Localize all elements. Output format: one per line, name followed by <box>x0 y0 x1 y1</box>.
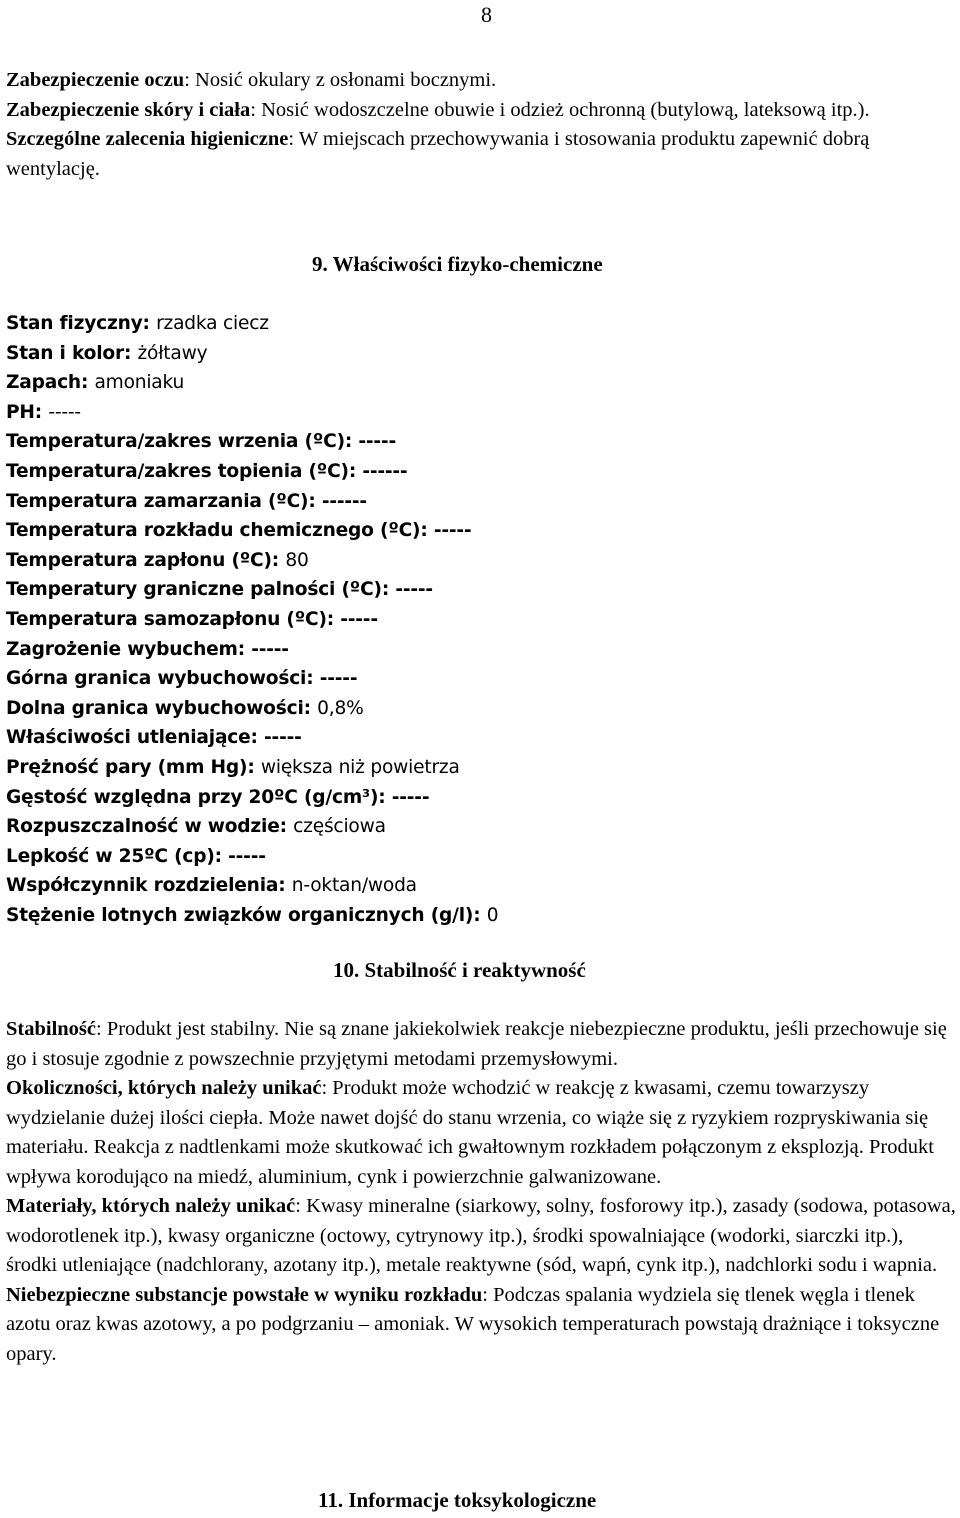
property-row <box>6 842 956 872</box>
materials-paragraph <box>6 1192 956 1281</box>
property-label: Zagrożenie wybuchem: ----- <box>6 638 289 660</box>
conditions-label: Okoliczności, których należy unikać <box>6 1077 322 1099</box>
property-row <box>6 368 956 398</box>
materials-text: : Kwasy mineralne (siarkowy, solny, fosforowy itp.), zasady (sodowa, potasowa, wodorotlenek itp.), kwasy organiczne (octowy, cytrynowy itp.), środki spowalniające (wodorki, siarczki itp.), środki utleniające (nadchlorany, azotany itp.), metale reaktywne (sód, wapń, cynk itp.), nadchlorki sodu i wapnia. <box>6 1195 956 1276</box>
property-label: Stan fizyczny <box>6 313 143 334</box>
property-label: Właściwości utleniające: ----- <box>6 727 302 749</box>
section-11-heading: 11. Informacje toksykologiczne <box>318 1488 597 1512</box>
property-row <box>6 546 956 576</box>
property-value: 0 <box>486 904 499 926</box>
property-row <box>6 516 956 546</box>
property-row <box>6 783 956 813</box>
property-label: Stan i kolor <box>6 342 124 364</box>
property-row <box>6 901 956 931</box>
property-label: Temperatura/zakres topienia (ºC): ------ <box>6 460 408 482</box>
conditions-paragraph <box>6 1074 956 1192</box>
conditions-text: : Produkt może wchodzić w reakcję z kwasami, czemu towarzyszy wydzielanie dużej ilości ciepła. Może nawet dojść do stanu wrzenia, co wiąże się z ryzykiem rozpryskiwania się materiału. Reakcja z nadtlenkami może skutkować ich gwałtownym rozkładem połączonym z eksplozją. Produkt wpływa korodująco na miedź, aluminium, cynk i powierzchnie galwanizowane. <box>6 1077 934 1188</box>
page-number: 8 <box>481 2 492 27</box>
protection-eyes <box>6 66 956 96</box>
property-row <box>6 487 956 517</box>
property-value: żółtawy <box>137 342 208 364</box>
protection-skin <box>6 96 956 126</box>
stability-block <box>6 1015 956 1369</box>
property-label: Zapach <box>6 372 81 394</box>
property-value: amoniaku <box>94 372 185 394</box>
property-label: Lepkość w 25ºC (cp): ----- <box>6 845 266 867</box>
property-row <box>6 457 956 487</box>
property-label: Prężność pary (mm Hg): <box>6 756 255 778</box>
property-row <box>6 339 956 369</box>
property-row <box>6 427 956 457</box>
property-value: 0,8% <box>317 697 364 719</box>
property-row <box>6 753 956 783</box>
property-label: PH <box>6 401 35 423</box>
property-separator: : <box>34 401 49 423</box>
property-label: Stężenie lotnych związków organicznych (g/l): <box>6 904 481 926</box>
property-value: n-oktan/woda <box>291 875 417 897</box>
property-separator: : <box>123 342 138 364</box>
decomposition-text: : Podczas spalania wydziela się tlenek węgla i tlenek azotu oraz kwas azotowy, a po podgrzaniu – amoniak. W wysokich temperaturach powstają drażniące i toksyczne opary. <box>6 1283 940 1365</box>
property-value: 80 <box>285 549 309 571</box>
property-separator: : <box>142 313 157 334</box>
property-row <box>6 664 956 694</box>
stability-label: Stabilność <box>6 1018 96 1040</box>
property-separator: : <box>80 372 95 394</box>
decomposition-label: Niebezpieczne substancje powstałe w wyniku rozkładu <box>6 1283 483 1306</box>
protection-eyes-text: : Nosić okulary z osłonami bocznymi. <box>184 69 497 91</box>
property-value: częściowa <box>293 816 386 838</box>
protection-eyes-label: Zabezpieczenie oczu <box>6 69 185 91</box>
property-row <box>6 309 956 339</box>
protection-hygiene-label: Szczególne zalecenia higieniczne <box>6 128 289 150</box>
protection-block <box>6 66 956 184</box>
property-label: Gęstość względna przy 20ºC (g/cm³): ----- <box>6 786 430 808</box>
property-label: Temperatura zamarzania (ºC): ------ <box>6 490 367 512</box>
property-value: większa niż powietrza <box>260 756 460 778</box>
property-row <box>6 871 956 901</box>
property-label: Rozpuszczalność w wodzie: <box>6 816 287 838</box>
property-row <box>6 605 956 635</box>
property-row <box>6 398 956 428</box>
property-row <box>6 694 956 724</box>
protection-hygiene-text: : W miejscach przechowywania i stosowania produktu zapewnić dobrą wentylację. <box>6 128 870 180</box>
decomposition-paragraph <box>6 1281 956 1370</box>
property-label: Temperatura/zakres wrzenia (ºC): ----- <box>6 431 396 453</box>
protection-skin-text: : Nosić wodoszczelne obuwie i odzież ochronną (butylową, lateksową itp.). <box>250 98 870 121</box>
protection-hygiene <box>6 125 956 184</box>
property-label: Współczynnik rozdzielenia: <box>6 875 286 897</box>
property-label: Temperatura rozkładu chemicznego (ºC): ----- <box>6 520 472 542</box>
property-value: ----- <box>48 401 81 423</box>
property-value: rzadka ciecz <box>156 313 269 334</box>
property-label: Temperatury graniczne palności (ºC): ----- <box>6 579 433 601</box>
property-row <box>6 635 956 665</box>
property-label: Temperatura samozapłonu (ºC): ----- <box>6 608 378 630</box>
property-row <box>6 723 956 753</box>
section-9-heading: 9. Właściwości fizyko-chemiczne <box>312 252 603 276</box>
property-row <box>6 812 956 842</box>
stability-paragraph <box>6 1015 956 1074</box>
properties-list <box>6 309 956 930</box>
property-label: Górna granica wybuchowości: ----- <box>6 668 358 690</box>
property-label: Dolna granica wybuchowości: <box>6 697 311 719</box>
materials-label: Materiały, których należy unikać <box>6 1195 296 1217</box>
stability-text: : Produkt jest stabilny. Nie są znane jakiekolwiek reakcje niebezpieczne produktu, jeśli przechowuje się go i stosuje zgodnie z powszechnie przyjętymi metodami przemysłowymi. <box>6 1018 947 1070</box>
section-10-heading: 10. Stabilność i reaktywność <box>333 958 586 982</box>
property-row <box>6 575 956 605</box>
protection-skin-label: Zabezpieczenie skóry i ciała <box>6 98 251 121</box>
property-label: Temperatura zapłonu (ºC): <box>6 549 280 571</box>
